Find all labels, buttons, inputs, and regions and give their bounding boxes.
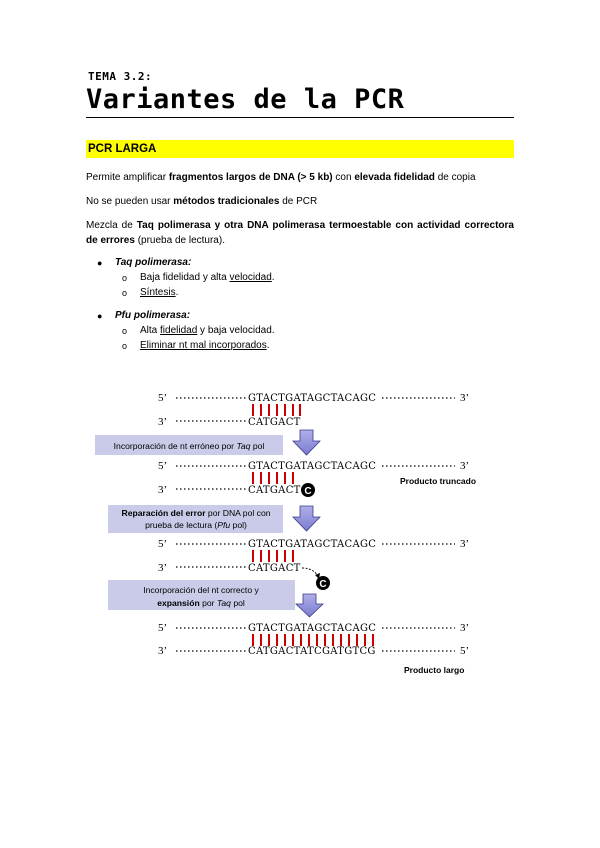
down-arrow-icon <box>293 430 320 455</box>
base-pair-lines <box>253 550 293 562</box>
strand-pair-step4 <box>158 622 469 675</box>
circle-bullet-icon: o <box>122 326 128 336</box>
bullet-icon: ● <box>97 258 103 268</box>
three-prime-label: 3’ <box>158 416 168 428</box>
top-sequence: GTACTGATAGCTACAGC <box>248 461 377 472</box>
circle-bullet-icon: o <box>122 273 128 283</box>
paragraph-mix: Mezcla de Taq polimerasa y otra DNA polimerasa termoestable con actividad correctora de errores (prueba de lectura). <box>86 220 514 246</box>
topic-number: TEMA 3.2: <box>88 70 153 83</box>
pfu-item-fidelity: Alta fidelidad y baja velocidad. <box>140 325 275 336</box>
three-prime-label: 3’ <box>460 622 470 634</box>
base-pair-lines <box>253 472 293 484</box>
top-sequence: GTACTGATAGCTACAGC <box>248 623 377 634</box>
taq-item-synthesis: Síntesis. <box>140 287 179 298</box>
bottom-sequence: CATGACT <box>248 563 301 574</box>
bullet-icon: ● <box>97 311 103 321</box>
step1-label: Incorporación de nt erróneo por Taq pol <box>113 441 265 451</box>
paragraph-intro: Permite amplificar fragmentos largos de DNA (> 5 kb) con elevada fidelidad de copia <box>86 172 476 183</box>
five-prime-label: 5’ <box>158 538 168 550</box>
three-prime-label: 3’ <box>158 484 168 496</box>
label-long-product: Producto largo <box>404 665 465 675</box>
down-arrow-icon <box>293 506 320 531</box>
down-arrow-icon <box>296 594 323 617</box>
step2-label-line1: Reparación del error por DNA pol con <box>121 508 271 518</box>
three-prime-label: 3’ <box>158 645 168 657</box>
step3-label-line2: expansión por Taq pol <box>157 598 245 608</box>
page-title: Variantes de la PCR <box>86 84 405 115</box>
base-pair-lines <box>253 404 300 416</box>
removed-nucleotide-label: C <box>319 579 327 590</box>
bottom-sequence: CATGACT <box>248 417 301 428</box>
five-prime-label: 5’ <box>460 645 470 657</box>
circle-bullet-icon: o <box>122 288 128 298</box>
three-prime-label: 3’ <box>460 538 470 550</box>
circle-bullet-icon: o <box>122 341 128 351</box>
top-sequence: GTACTGATAGCTACAGC <box>248 393 377 404</box>
step3-label-line1: Incorporación del nt correcto y <box>143 585 259 595</box>
pfu-item-eliminate: Eliminar nt mal incorporados. <box>140 340 270 351</box>
five-prime-label: 5’ <box>158 460 168 472</box>
base-pair-lines <box>253 634 373 646</box>
bottom-sequence: CATGACT <box>248 485 301 496</box>
top-sequence: GTACTGATAGCTACAGC <box>248 539 377 550</box>
five-prime-label: 5’ <box>158 392 168 404</box>
step2-label-line2: prueba de lectura (Pfu pol) <box>145 520 247 530</box>
label-truncated: Producto truncado <box>400 476 477 486</box>
wrong-nucleotide-label: C <box>304 486 312 497</box>
taq-item-fidelity: Baja fidelidad y alta velocidad. <box>140 272 275 283</box>
paragraph-methods: No se pueden usar métodos tradicionales de PCR <box>86 196 318 207</box>
section-heading: PCR LARGA <box>86 140 514 158</box>
strand-pair-step1 <box>158 392 469 428</box>
three-prime-label: 3’ <box>158 562 168 574</box>
taq-heading: Taq polimerasa: <box>115 257 192 268</box>
three-prime-label: 3’ <box>460 460 470 472</box>
pfu-heading: Pfu polimerasa: <box>115 310 191 321</box>
strand-pair-step2 <box>158 460 476 497</box>
three-prime-label: 3’ <box>460 392 470 404</box>
bottom-sequence: CATGACTATCGATGTCG <box>248 646 376 657</box>
five-prime-label: 5’ <box>158 622 168 634</box>
